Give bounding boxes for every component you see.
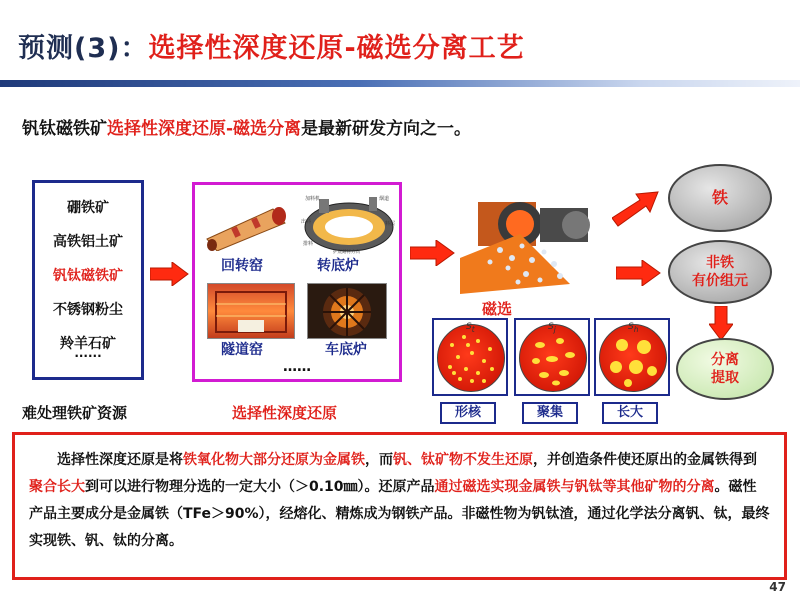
furnace-callout: 出料 (301, 219, 312, 225)
output-nonferrous (668, 240, 772, 304)
magnetic-separator-image (460, 188, 610, 294)
process-ellipsis: …… (283, 359, 311, 375)
magnetic-separation-label: 磁选 (482, 300, 513, 318)
tunnel-kiln-image (207, 283, 295, 339)
rotary-kiln-image (203, 201, 295, 251)
output-iron-label: 铁 (711, 188, 728, 207)
furnace-callout: 护底耐材方向 (333, 250, 360, 255)
stage-symbol: $S_j$ (548, 322, 556, 334)
resource-item: 羚羊石矿 (60, 336, 116, 352)
subtitle-part1: 钒钛磁铁矿 (22, 119, 107, 139)
resource-item: 不锈钢粉尘 (53, 302, 123, 318)
desc-segment-highlight: 聚合长大 (29, 479, 85, 495)
furnace-callout: 加料机 (305, 196, 321, 202)
title-prefix: 预测(3)： (18, 33, 149, 64)
page-number: 47 (769, 580, 786, 594)
process-caption: 选择性深度还原 (232, 404, 338, 422)
subtitle (22, 114, 471, 139)
nucleation-particles-image (437, 324, 505, 392)
resource-item: 硼铁矿 (67, 200, 109, 216)
stage-panel-aggregation (514, 318, 590, 396)
subtitle-part2: 选择性深度还原-磁选分离 (107, 119, 302, 139)
resource-list-box (32, 180, 144, 380)
description-box (12, 432, 787, 580)
flow-arrow-icon (410, 240, 456, 266)
desc-segment: 到可以进行物理分选的一定大小（＞0.10㎜）。还原产品 (85, 479, 435, 495)
stage-panel-nucleation (432, 318, 508, 396)
page-title (18, 26, 525, 65)
stage-label-nucleation: 形核 (440, 402, 496, 424)
process-label: 回转窑 (221, 258, 263, 274)
process-box (192, 182, 402, 382)
flow-arrow-icon (612, 188, 662, 228)
resource-item: 钒钛磁铁矿 (53, 268, 123, 284)
desc-segment-highlight: 通过磁选实现金属铁与钒钛等其他矿物的分离 (434, 479, 715, 495)
aggregation-particles-image (519, 324, 587, 392)
flow-arrow-icon (616, 260, 662, 286)
process-label: 车底炉 (325, 342, 367, 358)
output-nonferrous-line1: 非铁 (706, 255, 734, 271)
resource-caption: 难处理铁矿资源 (22, 404, 128, 422)
output-extract-line1: 分离 (711, 352, 739, 368)
stage-panel-growth (594, 318, 670, 396)
rotary-hearth-furnace-image (299, 191, 397, 257)
growth-particles-image (599, 324, 667, 392)
stage-label-aggregation: 聚集 (522, 402, 578, 424)
title-divider (0, 80, 800, 87)
stage-symbol: $S_h$ (628, 322, 639, 334)
desc-segment-highlight: 钒、钛矿物不发生还原 (393, 452, 533, 468)
desc-segment-highlight: 铁氧化物大部分还原为金属铁 (183, 452, 365, 468)
flow-arrow-icon (150, 262, 190, 286)
process-label: 转底炉 (317, 258, 359, 274)
desc-segment: 选择性深度还原是将 (57, 452, 183, 468)
stage-label-growth: 长大 (602, 402, 658, 424)
furnace-callout: 排料 (303, 241, 314, 247)
down-arrow-icon (709, 306, 733, 340)
resource-ellipsis: ······ (74, 349, 102, 363)
output-extract-line2: 提取 (711, 370, 739, 386)
desc-segment: ，而 (365, 452, 393, 468)
process-label: 隧道窑 (221, 342, 263, 358)
output-extraction (676, 338, 774, 400)
furnace-callout: 料层 (385, 221, 396, 227)
bogie-furnace-image (307, 283, 387, 339)
subtitle-part3: 是最新研发方向之一。 (301, 119, 472, 139)
title-main: 选择性深度还原-磁选分离工艺 (148, 33, 525, 64)
furnace-callout: 烟道 (379, 196, 390, 202)
output-iron (668, 164, 772, 232)
resource-item: 高铁铝土矿 (53, 234, 123, 250)
output-nonferrous-line2: 有价组元 (692, 273, 748, 289)
stage-symbol: $S_t$ (466, 322, 475, 334)
desc-segment: ，并创造条件使还原出的金属铁得到 (533, 452, 757, 468)
desc-segment: 。磁性产品主要成分是金属铁（TFe＞90%），经熔化、精炼成为钢铁产品。非磁性物为钒钛渣，通过化学法分离钒、钛，最终实现铁、钒、钛的分离。 (29, 479, 770, 549)
